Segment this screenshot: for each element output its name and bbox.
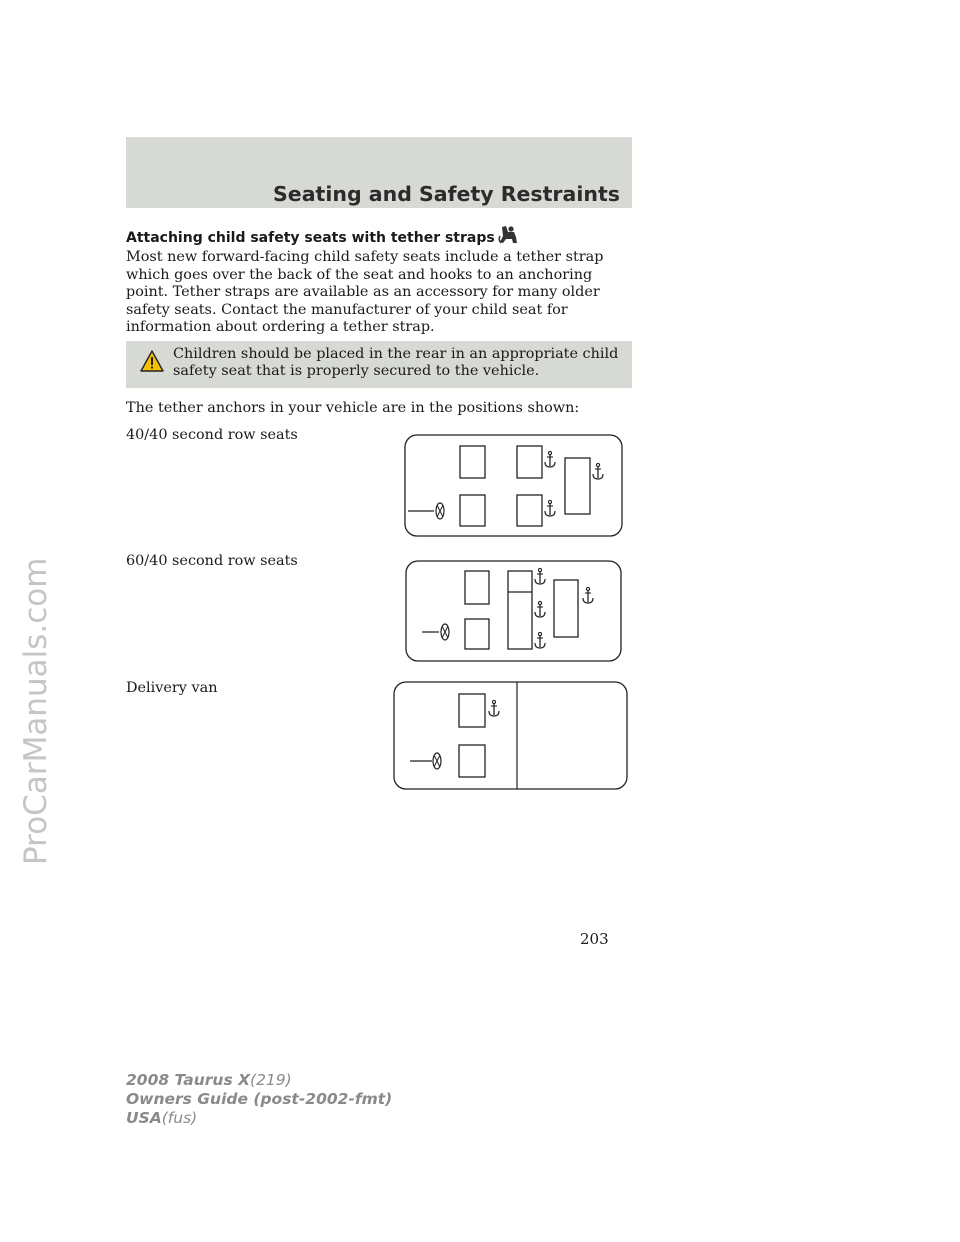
seat bbox=[565, 458, 590, 514]
diagram-60-40-seats bbox=[405, 560, 623, 663]
footer-guide: Owners Guide (post-2002-fmt) bbox=[126, 1090, 393, 1108]
seat bbox=[508, 571, 532, 649]
seat bbox=[517, 446, 542, 478]
diagram-delivery-van bbox=[393, 681, 629, 791]
seat bbox=[517, 495, 542, 526]
diagram-label-60-40: 60/40 second row seats bbox=[126, 553, 298, 569]
intro-paragraph: Most new forward-facing child safety seats include a tether strap which goes over the back of the seat and hooks to an anchoring point. Tether straps are available as an accessory for many older safety seats. Contact the manufacturer of your child seat for information about ordering a tether strap. bbox=[126, 249, 604, 335]
heading-text: Attaching child safety seats with tether straps bbox=[126, 230, 495, 246]
footer-market: USA bbox=[126, 1109, 162, 1127]
page-number: 203 bbox=[580, 930, 609, 948]
child-seat-icon bbox=[497, 224, 521, 250]
section-title: Seating and Safety Restraints bbox=[273, 182, 620, 206]
seat bbox=[465, 619, 489, 649]
footer-model-code: (219) bbox=[250, 1071, 292, 1089]
vehicle-outline bbox=[394, 682, 627, 789]
diagram-label-40-40: 40/40 second row seats bbox=[126, 427, 298, 443]
warning-triangle-icon bbox=[140, 350, 164, 376]
seat bbox=[460, 495, 485, 526]
seat bbox=[459, 745, 485, 777]
seat bbox=[460, 446, 485, 478]
seat bbox=[459, 694, 485, 727]
footer-metadata bbox=[126, 1071, 392, 1128]
footer-model: 2008 Taurus X bbox=[126, 1071, 251, 1089]
seat bbox=[465, 571, 489, 604]
warning-text: Children should be placed in the rear in an appropriate child safety seat that is properly secured to the vehicle. bbox=[173, 346, 619, 379]
header-band bbox=[126, 137, 632, 208]
watermark: ProCarManuals.com bbox=[18, 557, 54, 865]
positions-sentence: The tether anchors in your vehicle are in the positions shown: bbox=[126, 400, 580, 416]
diagram-40-40-seats bbox=[404, 434, 624, 538]
footer-market-code: (fus) bbox=[161, 1109, 198, 1127]
diagram-label-delivery-van: Delivery van bbox=[126, 680, 218, 696]
seat bbox=[554, 580, 578, 637]
warning-box bbox=[126, 341, 632, 388]
section-heading bbox=[126, 224, 521, 250]
